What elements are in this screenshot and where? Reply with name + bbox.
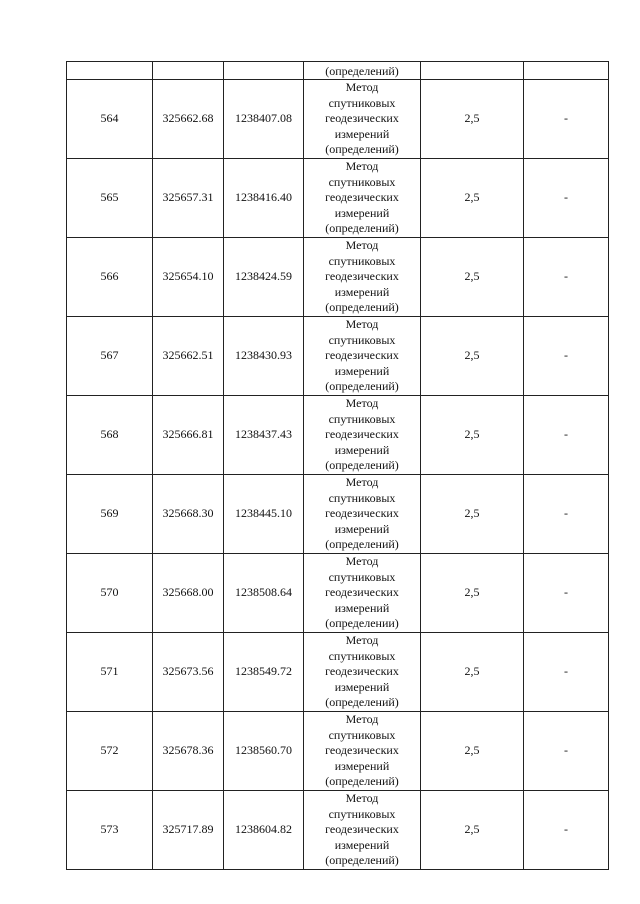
cell-accuracy: 2,5 bbox=[421, 396, 524, 475]
method-text: Метод спутниковых геодезических измерений (определений) bbox=[325, 159, 399, 236]
cell-y-coordinate: 1238407.08 bbox=[224, 80, 304, 159]
cell-accuracy bbox=[421, 62, 524, 80]
cell-y-coordinate: 1238445.10 bbox=[224, 475, 304, 554]
cell-note: - bbox=[524, 80, 609, 159]
cell-x-coordinate: 325662.51 bbox=[153, 317, 224, 396]
cell-method bbox=[304, 712, 421, 791]
cell-note: - bbox=[524, 554, 609, 633]
cell-note: - bbox=[524, 712, 609, 791]
cell-x-coordinate: 325657.31 bbox=[153, 159, 224, 238]
cell-point-number: 572 bbox=[67, 712, 153, 791]
cell-x-coordinate: 325673.56 bbox=[153, 633, 224, 712]
cell-note: - bbox=[524, 159, 609, 238]
cell-x-coordinate: 325717.89 bbox=[153, 791, 224, 870]
cell-x-coordinate: 325662.68 bbox=[153, 80, 224, 159]
table-row bbox=[67, 159, 609, 238]
cell-method bbox=[304, 475, 421, 554]
cell-y-coordinate: 1238560.70 bbox=[224, 712, 304, 791]
cell-accuracy: 2,5 bbox=[421, 238, 524, 317]
cell-method bbox=[304, 791, 421, 870]
cell-accuracy: 2,5 bbox=[421, 633, 524, 712]
cell-accuracy: 2,5 bbox=[421, 791, 524, 870]
cell-note: - bbox=[524, 238, 609, 317]
method-text: Метод спутниковых геодезических измерений (определений) bbox=[325, 633, 399, 710]
cell-accuracy: 2,5 bbox=[421, 159, 524, 238]
table-row bbox=[67, 791, 609, 870]
table-row bbox=[67, 238, 609, 317]
cell-point-number: 565 bbox=[67, 159, 153, 238]
coordinates-table-wrapper bbox=[66, 61, 608, 870]
cell-point-number: 568 bbox=[67, 396, 153, 475]
cell-method bbox=[304, 633, 421, 712]
cell-method bbox=[304, 80, 421, 159]
cell-note: - bbox=[524, 396, 609, 475]
method-text: Метод спутниковых геодезических измерений (определений) bbox=[325, 238, 399, 315]
cell-y-coordinate: 1238437.43 bbox=[224, 396, 304, 475]
cell-x-coordinate: 325668.30 bbox=[153, 475, 224, 554]
cell-accuracy: 2,5 bbox=[421, 475, 524, 554]
cell-y-coordinate: 1238430.93 bbox=[224, 317, 304, 396]
coordinates-table bbox=[66, 61, 609, 870]
method-text: Метод спутниковых геодезических измерений (определений) bbox=[325, 317, 399, 394]
cell-point-number: 566 bbox=[67, 238, 153, 317]
cell-note: - bbox=[524, 633, 609, 712]
method-text: Метод спутниковых геодезических измерений (определений) bbox=[325, 80, 399, 157]
cell-note: - bbox=[524, 317, 609, 396]
method-text: Метод спутниковых геодезических измерений (определений) bbox=[325, 791, 399, 868]
cell-x-coordinate: 325666.81 bbox=[153, 396, 224, 475]
cell-method bbox=[304, 396, 421, 475]
cell-accuracy: 2,5 bbox=[421, 712, 524, 791]
cell-method bbox=[304, 554, 421, 633]
cell-x-coordinate: 325654.10 bbox=[153, 238, 224, 317]
cell-accuracy: 2,5 bbox=[421, 80, 524, 159]
cell-point-number: 571 bbox=[67, 633, 153, 712]
method-text: Метод спутниковых геодезических измерений (определений) bbox=[325, 712, 399, 789]
table-row bbox=[67, 712, 609, 791]
cell-y-coordinate: 1238424.59 bbox=[224, 238, 304, 317]
table-row bbox=[67, 475, 609, 554]
cell-note: - bbox=[524, 475, 609, 554]
table-row bbox=[67, 80, 609, 159]
cell-y-coordinate: 1238549.72 bbox=[224, 633, 304, 712]
cell-note bbox=[524, 62, 609, 80]
cell-method bbox=[304, 238, 421, 317]
method-text: Метод спутниковых геодезических измерений (определений) bbox=[325, 475, 399, 552]
cell-accuracy: 2,5 bbox=[421, 317, 524, 396]
cell-accuracy: 2,5 bbox=[421, 554, 524, 633]
table-row bbox=[67, 633, 609, 712]
cell-x-coordinate: 325668.00 bbox=[153, 554, 224, 633]
cell-point-number: 569 bbox=[67, 475, 153, 554]
continuation-row bbox=[67, 62, 609, 80]
table-row bbox=[67, 317, 609, 396]
cell-point-number: 567 bbox=[67, 317, 153, 396]
method-text: Метод спутниковых геодезических измерений (определении) bbox=[325, 554, 399, 631]
table-row bbox=[67, 396, 609, 475]
cell-y-coordinate bbox=[224, 62, 304, 80]
method-text: Метод спутниковых геодезических измерений (определений) bbox=[325, 396, 399, 473]
cell-point-number: 564 bbox=[67, 80, 153, 159]
table-body bbox=[67, 62, 609, 870]
cell-point-number: 573 bbox=[67, 791, 153, 870]
cell-y-coordinate: 1238508.64 bbox=[224, 554, 304, 633]
cell-point-number bbox=[67, 62, 153, 80]
cell-note: - bbox=[524, 791, 609, 870]
cell-method bbox=[304, 159, 421, 238]
cell-point-number: 570 bbox=[67, 554, 153, 633]
cell-x-coordinate: 325678.36 bbox=[153, 712, 224, 791]
cell-x-coordinate bbox=[153, 62, 224, 80]
cell-method: (определений) bbox=[304, 62, 421, 80]
table-row bbox=[67, 554, 609, 633]
cell-y-coordinate: 1238604.82 bbox=[224, 791, 304, 870]
cell-method bbox=[304, 317, 421, 396]
cell-y-coordinate: 1238416.40 bbox=[224, 159, 304, 238]
